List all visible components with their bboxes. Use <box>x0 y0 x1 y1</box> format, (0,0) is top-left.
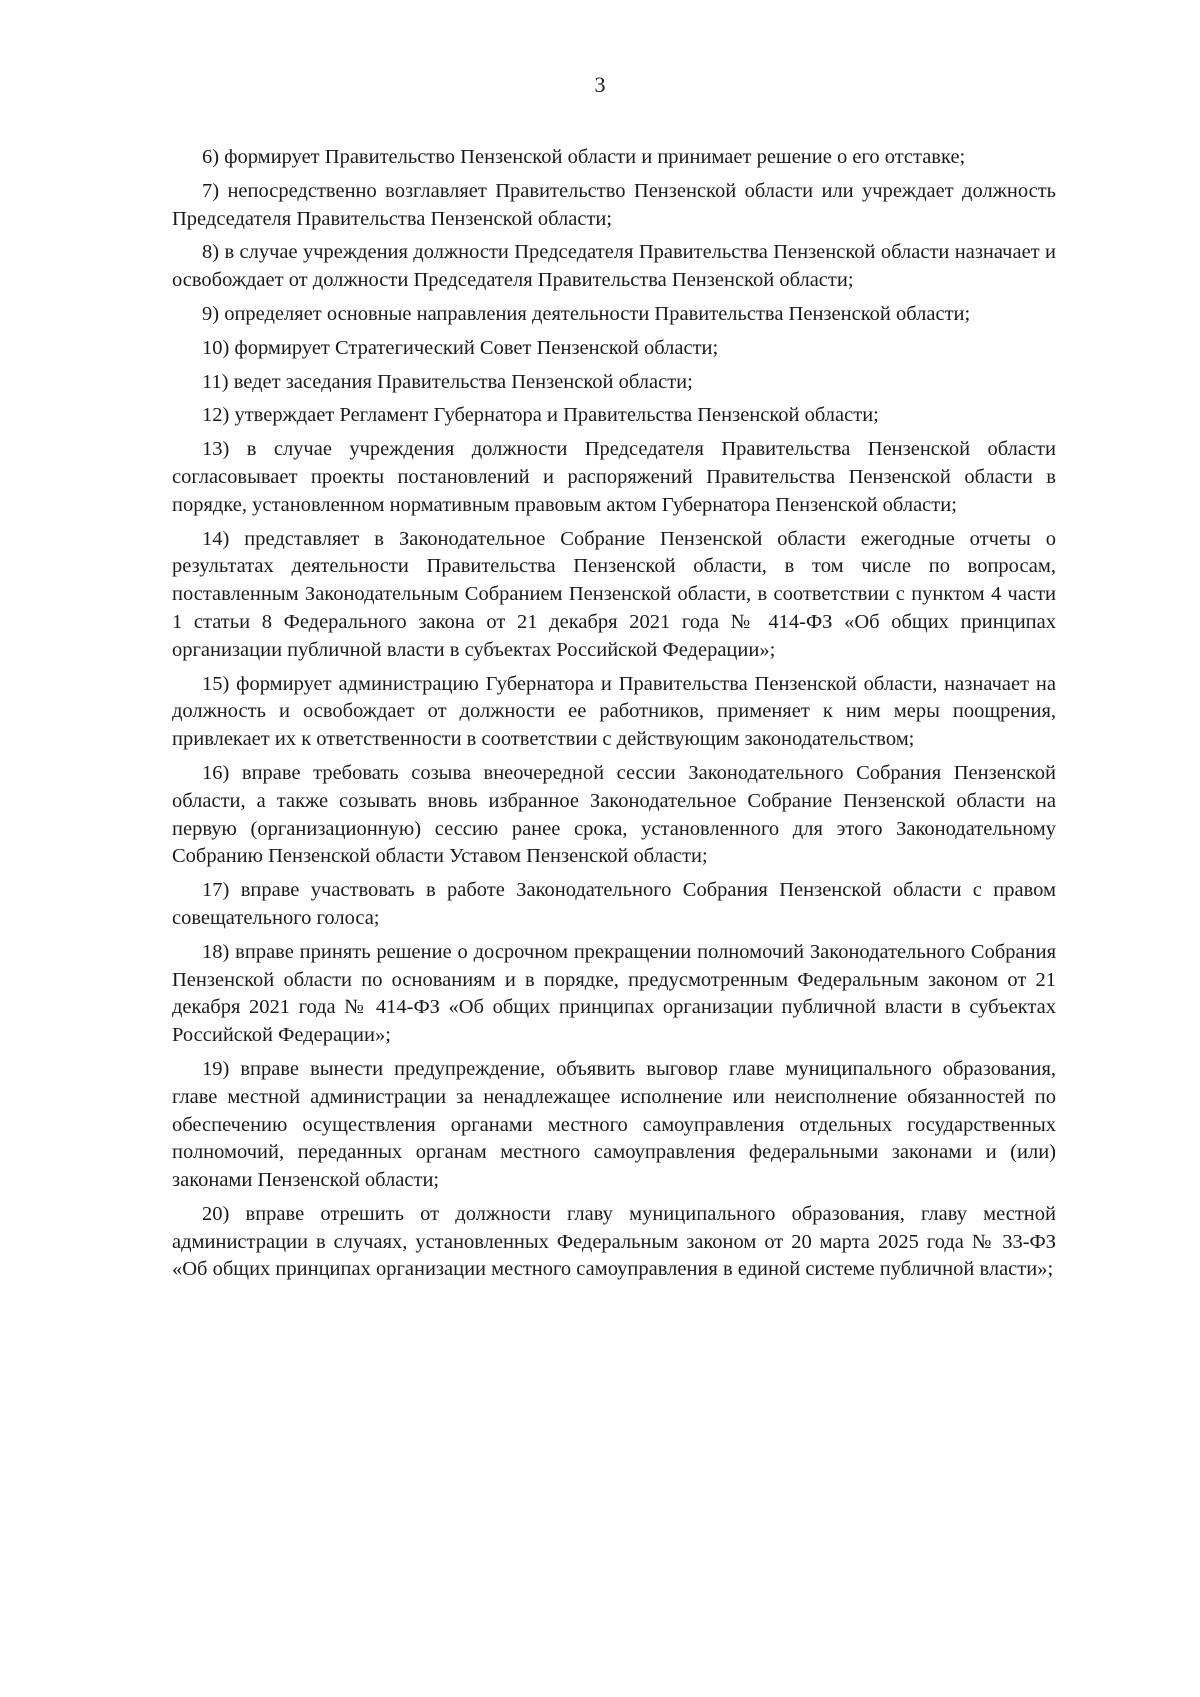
paragraph-item-7: 7) непосредственно возглавляет Правительство Пензенской области или учреждает должность Председателя Правительства Пензенской области; <box>172 179 1056 230</box>
paragraph-item-10: 10) формирует Стратегический Совет Пензенской области; <box>202 336 719 359</box>
paragraph-item-8: 8) в случае учреждения должности Председателя Правительства Пензенской области назначает и освобождает от должности Председателя Правительства Пензенской области; <box>172 241 1056 292</box>
paragraph-item-15: 15) формирует администрацию Губернатора и Правительства Пензенской области, назначает на должность и освобождает от должности ее работников, применяет к ним меры поощрения, привлекает их к ответственности в соответствии с действующим законодательством; <box>172 672 1056 751</box>
document-body <box>172 144 1056 1290</box>
paragraph-item-9: 9) определяет основные направления деятельности Правительства Пензенской области; <box>202 302 971 325</box>
paragraph-item-19: 19) вправе вынести предупреждение, объявить выговор главе муниципального образования, главе местной администрации за ненадлежащее исполнение или неисполнение обязанностей по обеспечению осуществления органами местного самоуправления отдельных государственных полномочий, переданных органам местного самоуправления федеральными законами и (или) законами Пензенской области; <box>172 1057 1056 1192</box>
paragraph-item-17: 17) вправе участвовать в работе Законодательного Собрания Пензенской области с правом совещательного голоса; <box>172 879 1056 929</box>
paragraph-item-11: 11) ведет заседания Правительства Пензенской области; <box>202 370 693 393</box>
paragraph-item-12: 12) утверждает Регламент Губернатора и Правительства Пензенской области; <box>202 404 879 427</box>
paragraph-item-13: 13) в случае учреждения должности Председателя Правительства Пензенской области согласовывает проекты постановлений и распоряжений Правительства Пензенской области в порядке, установленном нормативным правовым актом Губернатора Пензенской области; <box>172 438 1056 516</box>
paragraph-item-6: 6) формирует Правительство Пензенской области и принимает решение о его отставке; <box>202 146 966 168</box>
paragraph-item-20: 20) вправе отрешить от должности главу муниципального образования, главу местной администрации в случаях, установленных Федеральным законом от 20 марта 2025 года № 33-ФЗ «Об общих принципах организации местного самоуправления в единой системе публичной власти»; <box>172 1202 1056 1281</box>
paragraph-item-16: 16) вправе требовать созыва внеочередной сессии Законодательного Собрания Пензенской области, а также созывать вновь избранное Законодательное Собрание Пензенской области на первую (организационную) сессию ранее срока, установленного для этого Законодательному Собранию Пензенской области Уставом Пензенской области; <box>172 761 1056 868</box>
paragraph-item-14: 14) представляет в Законодательное Собрание Пензенской области ежегодные отчеты о результатах деятельности Правительства Пензенской области, в том числе по вопросам, поставленным Законодательным Собранием Пензенской области, в соответствии с пунктом 4 части 1 статьи 8 Федерального закона от 21 декабря 2021 года № 414-ФЗ «Об общих принципах организации публичной власти в субъектах Российской Федерации»; <box>172 527 1056 661</box>
paragraph-item-18: 18) вправе принять решение о досрочном прекращении полномочий Законодательного Собрания Пензенской области по основаниям и в порядке, предусмотренным Федеральным законом от 21 декабря 2021 года № 414-ФЗ «Об общих принципах организации публичной власти в субъектах Российской Федерации»; <box>172 940 1056 1047</box>
page-number: 3 <box>594 72 606 97</box>
